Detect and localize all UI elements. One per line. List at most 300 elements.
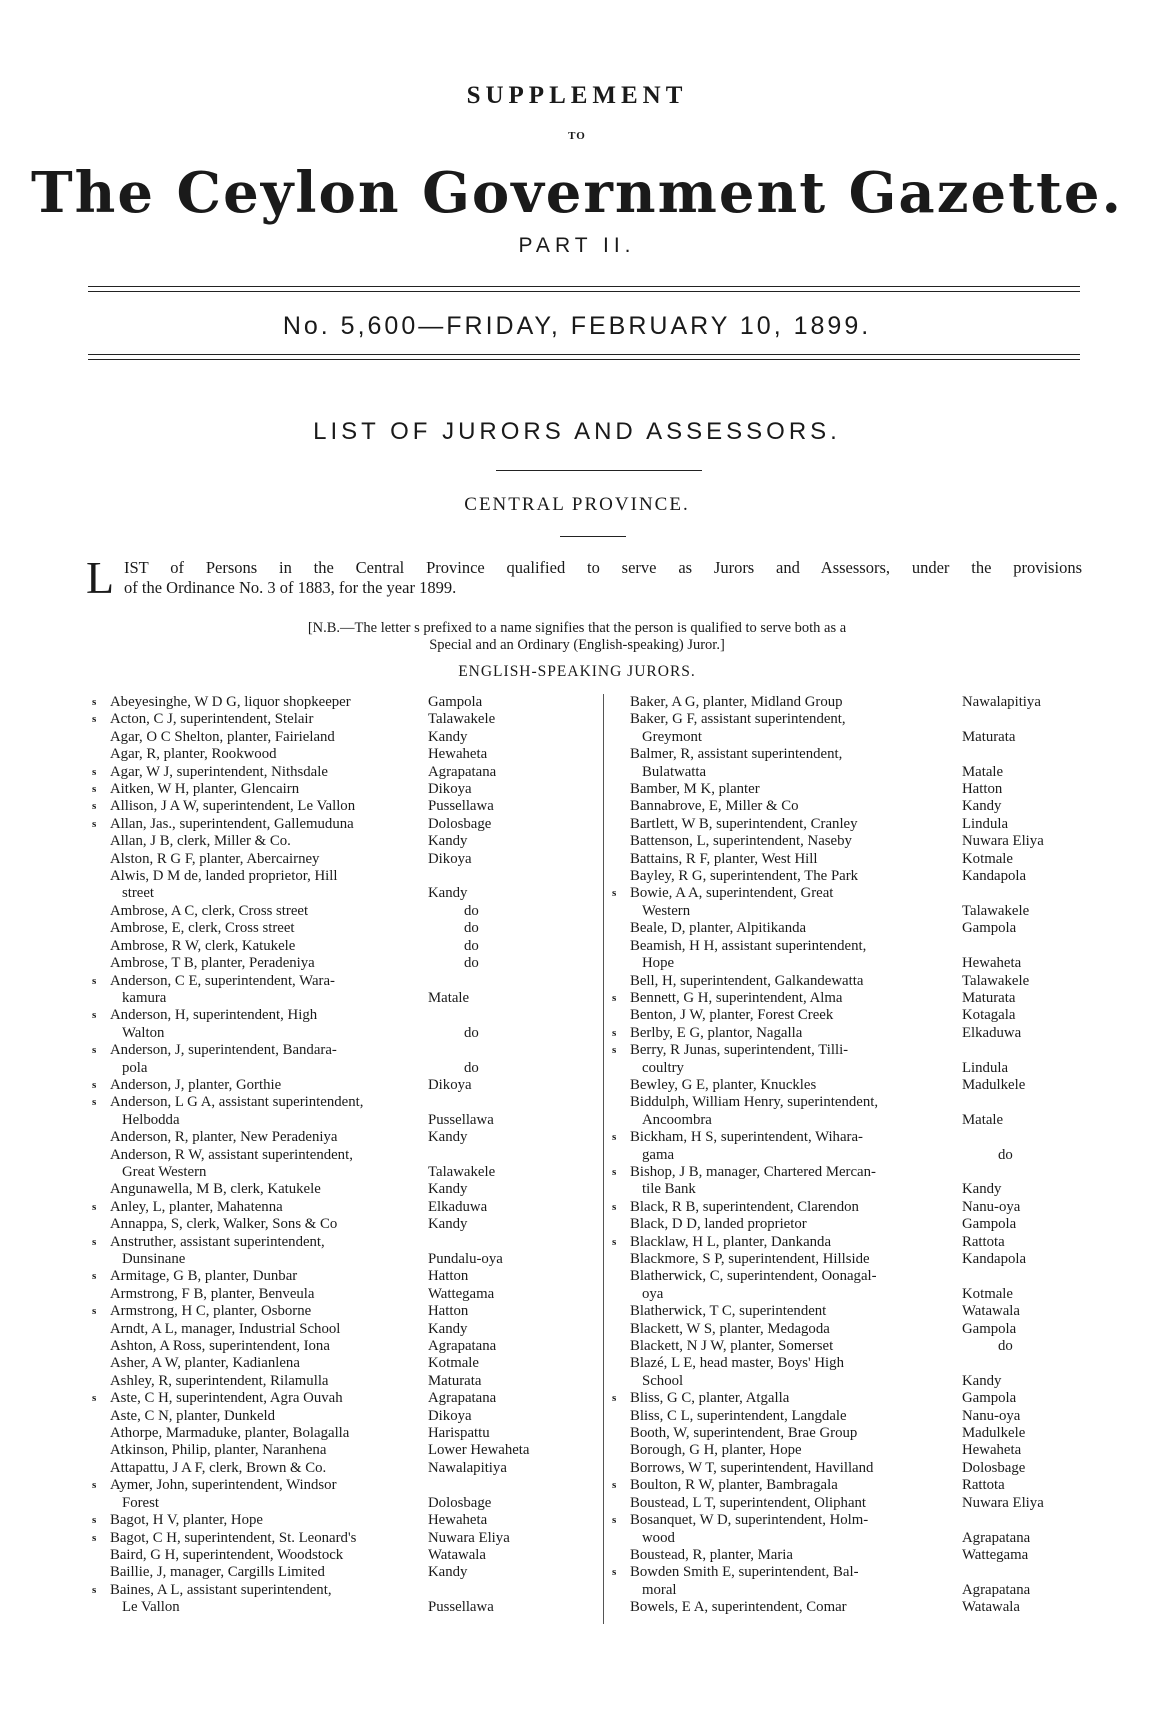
special-juror-mark — [92, 1321, 110, 1338]
special-juror-mark — [92, 1129, 110, 1146]
special-juror-mark — [612, 1268, 630, 1303]
juror-name — [110, 1338, 424, 1355]
special-juror-mark — [612, 816, 630, 833]
juror-entry — [612, 1042, 1082, 1077]
juror-place: Hatton — [428, 1303, 469, 1320]
juror-place: Nanu-oya — [962, 1198, 1021, 1215]
juror-entry — [92, 1547, 602, 1564]
juror-name-continuation: wood — [642, 1529, 675, 1546]
juror-place: Watawala — [428, 1546, 486, 1563]
juror-entry — [92, 1094, 602, 1129]
juror-name — [110, 833, 424, 850]
special-juror-mark — [92, 868, 110, 903]
juror-name-text: Armstrong, H C, planter, Osborne — [110, 1303, 312, 1320]
juror-entry — [612, 973, 1082, 990]
juror-place: Dikoya — [428, 850, 472, 867]
juror-name — [110, 903, 424, 920]
juror-name-text: Borrows, W T, superintendent, Havilland — [630, 1459, 874, 1476]
juror-entry — [92, 920, 602, 937]
note-line-2: Special and an Ordinary (English-speaking) Juror.] — [429, 637, 725, 653]
juror-entry — [612, 1460, 1082, 1477]
juror-name-continuation: street — [122, 885, 155, 902]
juror-entry — [612, 1129, 1082, 1164]
special-juror-mark — [612, 1216, 630, 1233]
juror-entry — [92, 1147, 602, 1182]
juror-place: do — [464, 1024, 479, 1041]
juror-entry — [612, 1442, 1082, 1459]
special-juror-mark — [612, 1355, 630, 1390]
juror-name-text: Asher, A W, planter, Kadianlena — [110, 1355, 300, 1372]
juror-place: Agrapatana — [962, 1581, 1031, 1598]
juror-name — [110, 1390, 424, 1407]
juror-place: Pussellawa — [428, 1111, 494, 1128]
juror-name — [110, 1512, 424, 1529]
special-juror-mark — [92, 1216, 110, 1233]
juror-name-continuation: School — [642, 1372, 684, 1389]
juror-place: Madulkele — [962, 1425, 1026, 1442]
juror-place: Matale — [428, 989, 470, 1006]
juror-entry — [612, 1355, 1082, 1390]
juror-entry — [92, 694, 602, 711]
juror-name-text: Berlby, E G, plantor, Nagalla — [630, 1024, 803, 1041]
juror-name-continuation: Hope — [642, 955, 675, 972]
juror-name — [630, 885, 958, 920]
juror-place: do — [998, 1146, 1013, 1163]
juror-entry — [92, 1286, 602, 1303]
juror-name-text: Ambrose, E, clerk, Cross street — [110, 920, 295, 937]
juror-entry — [92, 868, 602, 903]
special-juror-mark: s — [92, 1009, 97, 1022]
special-juror-mark — [612, 1599, 630, 1616]
bottom-rule — [88, 354, 1080, 355]
juror-entry — [92, 746, 602, 763]
special-juror-mark — [612, 798, 630, 815]
issue-line: No. 5,600—FRIDAY, FEBRUARY 10, 1899. — [282, 312, 872, 340]
juror-entry — [92, 1460, 602, 1477]
juror-name — [630, 1077, 958, 1094]
juror-entry — [612, 1425, 1082, 1442]
special-juror-mark — [92, 1564, 110, 1581]
special-juror-mark: s — [612, 991, 617, 1004]
juror-name-text: Baker, A G, planter, Midland Group — [630, 694, 843, 710]
juror-name — [630, 1321, 958, 1338]
juror-name-text: Atkinson, Philip, planter, Naranhena — [110, 1442, 327, 1459]
juror-name — [630, 798, 958, 815]
juror-name-text: Anderson, C E, superintendent, Wara- — [110, 972, 335, 989]
juror-entry — [92, 1355, 602, 1372]
juror-name-text: Black, R B, superintendent, Clarendon — [630, 1198, 859, 1215]
juror-name — [630, 833, 958, 850]
juror-name — [110, 955, 424, 972]
special-juror-mark: s — [612, 1044, 617, 1057]
juror-name — [110, 851, 424, 868]
juror-name-text: Aymer, John, superintendent, Windsor — [110, 1477, 337, 1494]
juror-place: Harispattu — [428, 1425, 490, 1442]
juror-place: Hewaheta — [428, 1512, 488, 1529]
juror-entry — [612, 1599, 1082, 1616]
juror-place: Hewaheta — [962, 955, 1022, 972]
juror-entry — [92, 1530, 602, 1547]
juror-place: Agrapatana — [962, 1529, 1031, 1546]
juror-place: Elkaduwa — [428, 1198, 488, 1215]
juror-name-text: Angunawella, M B, clerk, Katukele — [110, 1181, 321, 1198]
juror-place: Rattota — [962, 1477, 1005, 1494]
juror-place: Elkaduwa — [962, 1024, 1022, 1041]
juror-place: do — [998, 1338, 1013, 1355]
juror-place: Kandapola — [962, 1251, 1027, 1267]
note — [0, 620, 1154, 654]
juror-place: Lindula — [962, 815, 1009, 832]
special-juror-mark — [612, 973, 630, 990]
juror-place: Wattegama — [428, 1285, 495, 1302]
juror-place: do — [464, 955, 479, 972]
juror-name-text: Arndt, A L, manager, Industrial School — [110, 1320, 341, 1337]
juror-place: Maturata — [962, 728, 1016, 745]
juror-name — [110, 1425, 424, 1442]
special-juror-mark — [612, 694, 630, 711]
special-juror-mark — [612, 1442, 630, 1459]
juror-name-text: Bagot, C H, superintendent, St. Leonard's — [110, 1529, 357, 1546]
juror-entry — [612, 920, 1082, 937]
special-juror-mark: s — [92, 765, 97, 778]
juror-place: Kandy — [428, 833, 468, 850]
juror-name — [110, 1147, 424, 1182]
juror-entry — [92, 1564, 602, 1581]
juror-name-text: Ambrose, T B, planter, Peradeniya — [110, 955, 315, 972]
to-label: TO — [568, 130, 586, 142]
juror-name-text: Bliss, G C, planter, Atgalla — [630, 1390, 790, 1407]
juror-name-text: Anderson, R W, assistant superintendent, — [110, 1146, 353, 1163]
juror-name-text: Abeyesinghe, W D G, liquor shopkeeper — [110, 694, 351, 710]
juror-entry — [612, 885, 1082, 920]
special-juror-mark: s — [612, 1566, 617, 1579]
juror-entry — [92, 903, 602, 920]
juror-entry — [92, 1477, 602, 1512]
juror-entry — [92, 1408, 602, 1425]
intro-line-2: of the Ordinance No. 3 of 1883, for the year 1899. — [124, 578, 457, 597]
juror-place: Madulkele — [962, 1076, 1026, 1093]
juror-entry — [612, 1408, 1082, 1425]
juror-entry — [612, 1164, 1082, 1199]
juror-entry — [612, 833, 1082, 850]
juror-name-text: Agar, O C Shelton, planter, Fairieland — [110, 728, 335, 745]
juror-place: Kandy — [962, 1372, 1002, 1389]
special-juror-mark: s — [612, 1165, 617, 1178]
juror-name — [630, 1025, 958, 1042]
juror-entry — [612, 1303, 1082, 1320]
juror-name — [110, 973, 424, 1008]
special-juror-mark — [612, 1460, 630, 1477]
juror-entry — [612, 1477, 1082, 1494]
special-juror-mark — [92, 938, 110, 955]
juror-name-text: Allan, J B, clerk, Miller & Co. — [110, 833, 291, 850]
juror-name — [630, 920, 958, 937]
juror-name — [110, 1181, 424, 1198]
juror-name-text: Boustead, L T, superintendent, Oliphant — [630, 1494, 867, 1511]
top-rule-inner — [88, 291, 1080, 292]
juror-name — [630, 711, 958, 746]
juror-name-text: Beale, D, planter, Alpitikanda — [630, 920, 807, 937]
special-juror-mark: s — [92, 1479, 97, 1492]
special-juror-mark: s — [612, 887, 617, 900]
juror-name-text: Blackett, W S, planter, Medagoda — [630, 1320, 830, 1337]
juror-entry — [92, 1425, 602, 1442]
juror-name-text: Anstruther, assistant superintendent, — [110, 1233, 325, 1250]
juror-name-text: Ashley, R, superintendent, Rilamulla — [110, 1372, 329, 1389]
right-column — [612, 694, 1082, 1617]
juror-name-text: Battains, R F, planter, West Hill — [630, 850, 818, 867]
juror-name — [630, 1007, 958, 1024]
top-rule — [88, 286, 1080, 287]
juror-name-text: Anderson, J, planter, Gorthie — [110, 1076, 282, 1093]
special-juror-mark: s — [612, 1131, 617, 1144]
juror-name-continuation: Great Western — [122, 1163, 207, 1180]
juror-name-text: Anderson, L G A, assistant superintendent, — [110, 1094, 364, 1111]
juror-place: do — [464, 1059, 479, 1076]
juror-name-continuation: Ancoombra — [642, 1111, 712, 1128]
juror-place: Pussellawa — [428, 798, 494, 815]
juror-entry — [92, 781, 602, 798]
juror-place: Kandapola — [962, 868, 1027, 885]
juror-name-text: Ashton, A Ross, superintendent, Iona — [110, 1338, 330, 1355]
juror-entry — [92, 1268, 602, 1285]
juror-entry — [612, 1199, 1082, 1216]
juror-name-text: Bowden Smith E, superintendent, Bal- — [630, 1564, 859, 1581]
special-juror-mark — [92, 1408, 110, 1425]
juror-name-text: Armstrong, F B, planter, Benveula — [110, 1285, 315, 1302]
juror-entry — [612, 1251, 1082, 1268]
juror-place: Nuwara Eliya — [428, 1529, 510, 1546]
juror-name — [110, 1094, 424, 1129]
juror-place: Pundalu-oya — [428, 1251, 503, 1267]
juror-entry — [612, 1268, 1082, 1303]
juror-entry — [612, 1547, 1082, 1564]
juror-name-text: Bannabrove, E, Miller & Co — [630, 798, 799, 815]
juror-entry — [612, 1495, 1082, 1512]
juror-name — [630, 938, 958, 973]
juror-place: Gampola — [962, 1216, 1017, 1233]
juror-name — [630, 1512, 958, 1547]
juror-name-text: Aitken, W H, planter, Glencairn — [110, 781, 300, 798]
special-juror-mark: s — [92, 1078, 97, 1091]
juror-place: Dikoya — [428, 781, 472, 798]
juror-name — [630, 851, 958, 868]
juror-entry — [612, 1077, 1082, 1094]
juror-entry — [612, 1564, 1082, 1599]
special-juror-mark: s — [612, 1235, 617, 1248]
juror-place: Watawala — [962, 1599, 1020, 1616]
juror-name — [630, 1425, 958, 1442]
special-juror-mark: s — [92, 1200, 97, 1213]
juror-entry — [92, 1077, 602, 1094]
juror-entry — [92, 1303, 602, 1320]
juror-name-text: Bowels, E A, superintendent, Comar — [630, 1599, 847, 1616]
juror-name-continuation: moral — [642, 1581, 677, 1598]
special-juror-mark — [612, 868, 630, 885]
juror-place: Kandy — [428, 885, 468, 902]
juror-place: Matale — [962, 763, 1004, 780]
juror-place: do — [464, 920, 479, 937]
juror-place: do — [464, 902, 479, 919]
juror-name — [110, 1460, 424, 1477]
juror-name-continuation: Bulatwatta — [642, 763, 707, 780]
juror-name — [110, 1547, 424, 1564]
juror-place: Lindula — [962, 1059, 1009, 1076]
special-juror-mark: s — [92, 1514, 97, 1527]
juror-name-continuation: gama — [642, 1146, 675, 1163]
special-juror-mark — [612, 1547, 630, 1564]
juror-name — [110, 920, 424, 937]
juror-name-text: Baird, G H, superintendent, Woodstock — [110, 1546, 344, 1563]
juror-name — [630, 1495, 958, 1512]
juror-place: Maturata — [962, 989, 1016, 1006]
juror-name — [110, 764, 424, 781]
juror-name — [630, 1599, 958, 1616]
juror-place: Gampola — [962, 1320, 1017, 1337]
left-column — [92, 694, 602, 1617]
juror-name-continuation: Dunsinane — [122, 1251, 186, 1267]
juror-name-text: Bell, H, superintendent, Galkandewatta — [630, 972, 864, 989]
juror-name — [630, 1564, 958, 1599]
juror-entry — [92, 955, 602, 972]
special-juror-mark — [612, 1338, 630, 1355]
special-juror-mark: s — [92, 800, 97, 813]
juror-place: Dikoya — [428, 1407, 472, 1424]
juror-name-text: Bartlett, W B, superintendent, Cranley — [630, 815, 858, 832]
special-juror-mark — [612, 1495, 630, 1512]
juror-place: Kandy — [428, 728, 468, 745]
special-juror-mark — [612, 833, 630, 850]
juror-place: Kotmale — [428, 1355, 479, 1372]
juror-place: Nuwara Eliya — [962, 833, 1044, 850]
juror-place: Talawakele — [962, 972, 1030, 989]
special-juror-mark: s — [612, 1479, 617, 1492]
juror-name-continuation: Le Vallon — [122, 1599, 180, 1616]
bottom-rule-inner — [88, 359, 1080, 360]
juror-name — [110, 1234, 424, 1269]
juror-name — [630, 1199, 958, 1216]
juror-name-continuation: oya — [642, 1285, 664, 1302]
province-heading: CENTRAL PROVINCE. — [464, 494, 690, 515]
juror-name-text: Blacklaw, H L, planter, Dankanda — [630, 1233, 832, 1250]
juror-name-continuation: Helbodda — [122, 1111, 180, 1128]
juror-entry — [612, 868, 1082, 885]
juror-name — [110, 816, 424, 833]
juror-name-text: Bennett, G H, superintendent, Alma — [630, 989, 843, 1006]
juror-entry — [92, 1338, 602, 1355]
juror-name — [110, 1564, 424, 1581]
section-heading: ENGLISH-SPEAKING JURORS. — [458, 663, 696, 680]
juror-place: Hewaheta — [428, 746, 488, 763]
juror-name — [110, 1442, 424, 1459]
juror-entry — [92, 816, 602, 833]
juror-name-text: Borough, G H, planter, Hope — [630, 1442, 802, 1459]
juror-name-text: Bamber, M K, planter — [630, 781, 760, 798]
juror-name-text: Ambrose, R W, clerk, Katukele — [110, 937, 296, 954]
juror-entry — [612, 938, 1082, 973]
juror-name — [110, 1408, 424, 1425]
juror-place: Pussellawa — [428, 1599, 494, 1616]
juror-place: Watawala — [962, 1303, 1020, 1320]
juror-entry — [612, 816, 1082, 833]
juror-name-text: Blatherwick, C, superintendent, Oonagal- — [630, 1268, 877, 1285]
juror-name — [630, 1251, 958, 1268]
special-juror-mark — [92, 729, 110, 746]
juror-name — [110, 1007, 424, 1042]
juror-name-text: Agar, W J, superintendent, Nithsdale — [110, 763, 328, 780]
juror-name-continuation: coultry — [642, 1059, 684, 1076]
juror-place: Kandy — [962, 1181, 1002, 1198]
special-juror-mark — [92, 955, 110, 972]
special-juror-mark: s — [612, 1514, 617, 1527]
juror-entry — [612, 1234, 1082, 1251]
juror-name — [630, 1460, 958, 1477]
juror-name — [110, 1582, 424, 1617]
juror-name-text: Anderson, R, planter, New Peradeniya — [110, 1129, 338, 1146]
juror-name — [110, 781, 424, 798]
juror-entry — [92, 1129, 602, 1146]
juror-name — [630, 781, 958, 798]
juror-name-text: Balmer, R, assistant superintendent, — [630, 746, 843, 763]
juror-name — [110, 938, 424, 955]
juror-name — [110, 1303, 424, 1320]
juror-name — [110, 1286, 424, 1303]
juror-name-text: Athorpe, Marmaduke, planter, Bolagalla — [110, 1425, 350, 1442]
juror-entry — [92, 1321, 602, 1338]
juror-name — [630, 1303, 958, 1320]
juror-name-text: Beamish, H H, assistant superintendent, — [630, 937, 867, 954]
juror-name-text: Alwis, D M de, landed proprietor, Hill — [110, 868, 338, 885]
juror-name — [630, 1408, 958, 1425]
juror-name-continuation: pola — [122, 1059, 148, 1076]
juror-entry — [92, 1512, 602, 1529]
juror-name-text: Aste, C H, superintendent, Agra Ouvah — [110, 1390, 343, 1407]
juror-entry — [612, 1321, 1082, 1338]
juror-place: Gampola — [962, 1390, 1017, 1407]
juror-name-text: Boustead, R, planter, Maria — [630, 1546, 793, 1563]
juror-place: Dikoya — [428, 1076, 472, 1093]
juror-name — [110, 746, 424, 763]
special-juror-mark — [612, 746, 630, 781]
juror-name — [110, 1355, 424, 1372]
juror-name — [110, 729, 424, 746]
special-juror-mark — [612, 1094, 630, 1129]
juror-name-text: Blackett, N J W, planter, Somerset — [630, 1338, 834, 1355]
juror-name-text: Black, D D, landed proprietor — [630, 1216, 807, 1233]
juror-name — [630, 1164, 958, 1199]
juror-name — [110, 1216, 424, 1233]
juror-name-continuation: Forest — [122, 1494, 159, 1511]
special-juror-mark — [92, 851, 110, 868]
juror-name-text: Attapattu, J A F, clerk, Brown & Co. — [110, 1459, 327, 1476]
special-juror-mark — [92, 1460, 110, 1477]
juror-name-text: Annappa, S, clerk, Walker, Sons & Co — [110, 1216, 338, 1233]
juror-place: Nanu-oya — [962, 1407, 1021, 1424]
juror-place: Talawakele — [428, 1163, 496, 1180]
juror-place: Agrapatana — [428, 1390, 497, 1407]
juror-name-text: Biddulph, William Henry, superintendent, — [630, 1094, 879, 1111]
juror-name-text: Bishop, J B, manager, Chartered Mercan- — [630, 1163, 876, 1180]
special-juror-mark — [92, 1373, 110, 1390]
special-juror-mark: s — [92, 783, 97, 796]
juror-name — [110, 694, 424, 711]
juror-place: Kandy — [428, 1129, 468, 1146]
juror-name — [630, 1442, 958, 1459]
special-juror-mark — [92, 1425, 110, 1442]
special-juror-mark — [612, 1077, 630, 1094]
intro-line-1: IST of Persons in the Central Province qualified to serve as Jurors and Assessors, under the provisions — [124, 558, 1082, 577]
juror-name — [110, 1199, 424, 1216]
